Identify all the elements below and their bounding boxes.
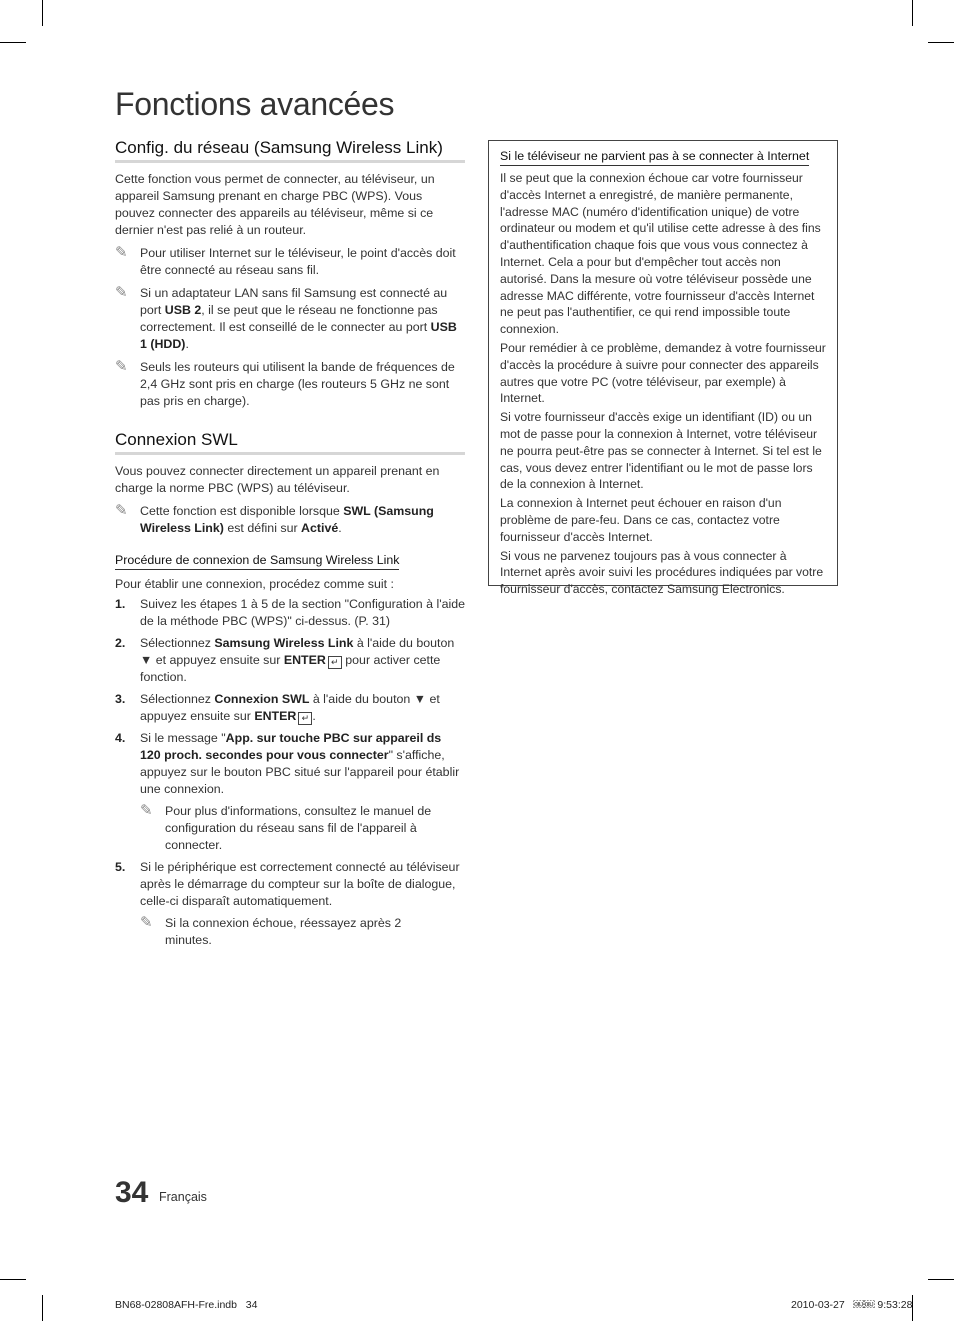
step-list bbox=[115, 596, 465, 949]
enter-key-icon: ↵ bbox=[298, 712, 312, 725]
pencil-note-icon: ✎ bbox=[115, 244, 128, 261]
note: ✎ Cette fonction est disponible lorsque SWL (Samsung Wireless Link) est défini sur Activé. bbox=[115, 502, 434, 535]
section-intro: Cette fonction vous permet de connecter, au téléviseur, un appareil Samsung prenant en charge PBC (WPS). Vous pouvez connecter des appareils au téléviseur, même si ce dernier n'est pas relié à un routeur. bbox=[115, 172, 435, 237]
pencil-note-icon: ✎ bbox=[140, 802, 153, 819]
box-paragraph: Il se peut que la connexion échoue car votre fournisseur d'accès Internet a enregistré, de manière permanente, l'adresse MAC (numéro d'identification unique) de votre ordinateur ou modem et qu'il utilise cette adresse à des fins d'authentification chaque fois que vous vous connectez à Internet. Cela a pour but d'empêcher tout accès non autorisé. Dans la mesure où votre téléviseur possède une adresse MAC différente, votre fournisseur d'accès Internet ne peut pas l'authentifier, ce qui rend impossible toute connexion. bbox=[500, 171, 821, 337]
note: ✎ Seuls les routeurs qui utilisent la bande de fréquences de 2,4 GHz sont pris en charge (les routeurs 5 GHz ne sont pas pris en charge). bbox=[115, 358, 455, 408]
step-item: 3. Sélectionnez Connexion SWL à l'aide du bouton ▼ et appuyez ensuite sur ENTER ↵ . bbox=[115, 692, 440, 723]
crop-mark bbox=[928, 1279, 954, 1280]
step-item: 4. Si le message "App. sur touche PBC sur appareil ds 120 proch. secondes pour vous connecter" s'affiche, appuyez sur le bouton PBC situé sur l'appareil pour établir une connexion. ✎ Pour plus d'informations, consultez le manuel de configuration du réseau sans fil de l'appareil à connecter. bbox=[115, 730, 465, 854]
box-paragraph: La connexion à Internet peut échouer en raison d'un problème de pare-feu. Dans ce cas, contactez votre fournisseur d'accès Internet. bbox=[500, 496, 782, 544]
crop-mark bbox=[928, 42, 954, 43]
box-paragraph: Si votre fournisseur d'accès exige un identifiant (ID) ou un mot de passe pour la connexion à Internet, votre téléviseur ne pourra peut-être pas se connecter à Internet. Si tel est le cas, vous devez entrer l'identifiant ou le mot de passe lors de la connexion à Internet. bbox=[500, 410, 822, 492]
crop-mark bbox=[0, 1279, 26, 1280]
page-title: Fonctions avancées bbox=[115, 86, 395, 122]
page-language: Français bbox=[159, 1190, 207, 1204]
note: ✎ Si un adaptateur LAN sans fil Samsung est connecté au port USB 2, il se peut que le réseau ne fonctionne pas correctement. Il est conseillé de le connecter au port USB 1 (HDD). bbox=[115, 284, 457, 351]
section-intro: Vous pouvez connecter directement un appareil prenant en charge la norme PBC (WPS) au téléviseur. bbox=[115, 464, 440, 495]
crop-mark bbox=[0, 42, 26, 43]
print-file-info: BN68-02808AFH-Fre.indb 34 bbox=[115, 1299, 258, 1311]
procedure-lead: Pour établir une connexion, procédez comme suit : bbox=[115, 577, 394, 591]
box-heading: Si le téléviseur ne parvient pas à se connecter à Internet bbox=[500, 149, 809, 166]
section-heading-config: Config. du réseau (Samsung Wireless Link) bbox=[115, 138, 465, 163]
step-item: 5. Si le périphérique est correctement connecté au téléviseur après le démarrage du compteur sur la boîte de dialogue, celle-ci disparaît automatiquement. ✎ Si la connexion échoue, réessayez après 2 minutes. bbox=[115, 859, 465, 949]
pencil-note-icon: ✎ bbox=[115, 284, 128, 301]
note: ✎ Si la connexion échoue, réessayez après 2 minutes. bbox=[140, 914, 402, 947]
step-item: 1. Suivez les étapes 1 à 5 de la section "Configuration à l'aide de la méthode PBC (WPS)" ci-dessus. (P. 31) bbox=[115, 597, 465, 628]
pencil-note-icon: ✎ bbox=[140, 914, 153, 931]
crop-mark bbox=[912, 0, 913, 26]
crop-mark bbox=[42, 0, 43, 26]
enter-key-icon: ↵ bbox=[328, 656, 342, 669]
pencil-note-icon: ✎ bbox=[115, 502, 128, 519]
left-column bbox=[115, 138, 465, 954]
print-timestamp: 2010-03-27 ￼￼ 9:53:28 bbox=[791, 1299, 913, 1311]
pencil-note-icon: ✎ bbox=[115, 358, 128, 375]
note: ✎ Pour plus d'informations, consultez le manuel de configuration du réseau sans fil de l'appareil à connecter. bbox=[140, 802, 432, 852]
box-paragraph: Pour remédier à ce problème, demandez à votre fournisseur d'accès la procédure à suivre pour connecter des appareils autres que votre PC (votre téléviseur, par exemple) à Internet. bbox=[500, 340, 826, 406]
section-heading-swl: Connexion SWL bbox=[115, 430, 465, 455]
page-number: 34 bbox=[115, 1176, 149, 1209]
troubleshoot-box bbox=[488, 140, 838, 597]
box-paragraph: Si vous ne parvenez toujours pas à vous connecter à Internet après avoir suivi les procédures indiquées par votre fournisseur d'accès, contactez Samsung Electronics. bbox=[500, 548, 824, 597]
note: ✎ Pour utiliser Internet sur le téléviseur, le point d'accès doit être connecté au réseau sans fil. bbox=[115, 244, 456, 277]
crop-mark bbox=[42, 1295, 43, 1321]
step-item: 2. Sélectionnez Samsung Wireless Link à l'aide du bouton ▼ et appuyez ensuite sur ENTER ↵ pour activer cette fonction. bbox=[115, 636, 455, 684]
procedure-subheading: Procédure de connexion de Samsung Wireless Link bbox=[115, 553, 399, 570]
